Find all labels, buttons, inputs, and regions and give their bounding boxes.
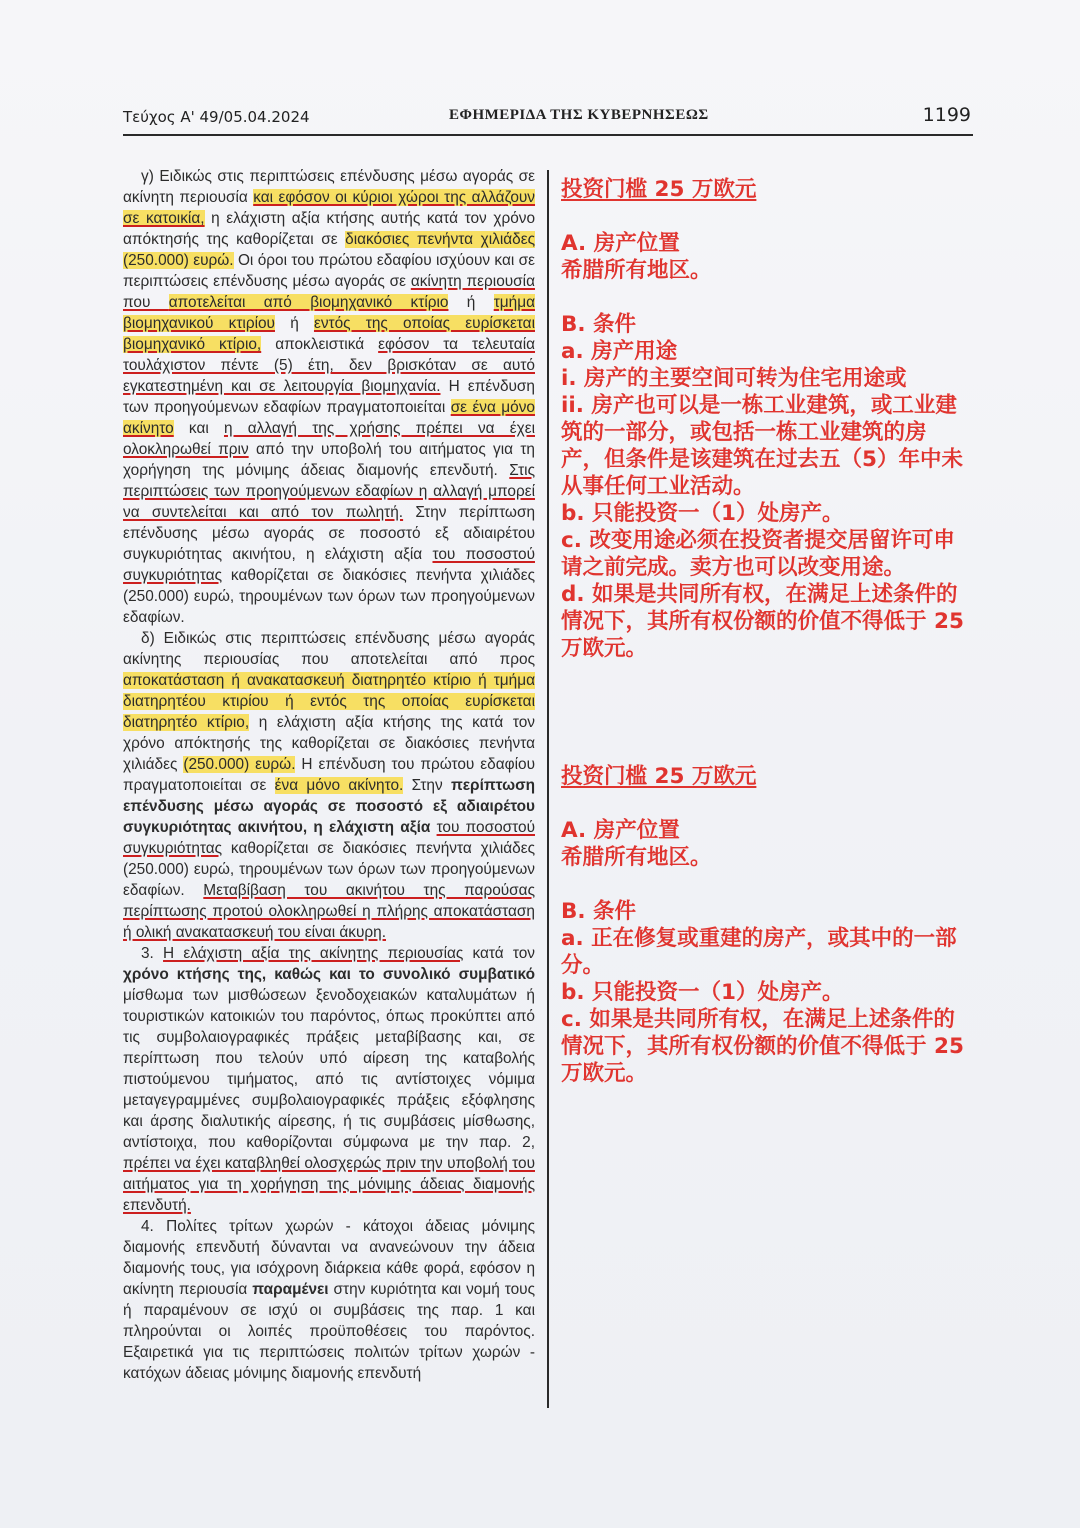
condition-a: a. 正在修复或重建的房产，或其中的一部分。 [561,926,957,978]
notes-title: 投资门槛 25 万欧元 [561,764,757,789]
condition-b: b. 只能投资一（1）处房产。 [561,980,844,1005]
paragraph-3 [123,943,535,1216]
paragraph-gamma [123,166,535,628]
underlined-text: Η ελάχιστη αξία της ακίνητης περιουσίας [163,945,464,962]
highlighted-text: εντός της οποίας ευρίσκεται βιομηχανικό κτίριο, [123,315,535,353]
underlined-text: ακίνητη περιουσία που [123,273,535,311]
highlighted-text: διακόσιες πενήντα χιλιάδες (250.000) ευρώ. [123,231,535,269]
highlighted-text: αποκατάσταση ή ανακατασκευή διατηρητέο κτίριο ή τμήμα διατηρητέου κτιρίου ή εντός της οποίας ευρίσκεται διατηρητέο κτίριο, [123,672,535,731]
spacer [561,790,966,817]
spacer [561,284,966,311]
text-run: Η επένδυση του πρώτου εδαφίου πραγματοποιείται σε [123,756,535,794]
condition-ii: ii. 房产也可以是一栋工业建筑，或工业建筑的一部分，或包括一栋工业建筑的房产，但条件是该建筑在过去五（5）年中未从事任何工业活动。 [561,393,963,499]
highlighted-text: σε ένα μόνο ακίνητο [123,399,535,437]
underlined-text: η αλλαγή της χρήσης πρέπει να έχει ολοκληρωθεί πριν [123,420,535,458]
underlined-text: του ποσοστού συγκυριότητας [123,819,535,857]
text-run: μίσθωμα των μισθώσεων ξενοδοχειακών καταλυμάτων ή τουριστικών κατοικιών του παρόντος, όπως προκύπτει από τις συμβολαιογραφικές πράξεις μεταβίβασης και, σε περίπτωση που τελούν υπό αίρεση της καταβολής πιστούμενου τιμήματος, από τις αντίστοιχες νόμιμα μεταγεγραμμένες συμβολαιογραφικές πράξεις εξόφλησης και άρσης διαλυτικής αίρεσης, ή τις συμβάσεις μίσθωσης, αντίστοιχα, που καθορίζονται σύμφωνα με την παρ. 2, [123,987,535,1151]
condition-c: c. 如果是共同所有权，在满足上述条件的情况下，其所有权份额的价值不得低于 25 万欧元。 [561,1007,964,1086]
location-text: 希腊所有地区。 [561,845,712,870]
spacer [561,871,966,898]
text-run: Οι όροι του πρώτου εδαφίου ισχύουν και σε περιπτώσεις επένδυσης μέσω αγοράς σε [123,252,535,290]
greek-law-text [123,166,535,1384]
text-run: κατά τον [463,945,535,962]
text-run: ή [448,294,494,311]
issue-label: Τεύχος Α' 49/05.04.2024 [123,108,310,126]
text-run: 3. [141,945,164,962]
text-run: καθορίζεται σε διακόσιες πενήντα χιλιάδες (250.000) ευρώ, τηρουμένων των όρων των προηγούμενων εδαφίων. [123,840,535,899]
underlined-text: Μεταβίβαση του ακινήτου της παρούσας περίπτωσης προτού ολοκληρωθεί η πλήρης αποκατάσταση ή ολική ανακατασκευή του είναι άκυρη. [123,882,535,941]
conditions-heading: B. 条件 [561,312,637,337]
text-run: καθορίζεται σε διακόσιες πενήντα χιλιάδες (250.000) ευρώ, τηρουμένων των όρων των προηγούμενων εδαφίων. [123,567,535,626]
location-text: 希腊所有地区。 [561,258,712,283]
usage-heading: a. 房产用途 [561,339,678,364]
page-header [123,104,973,136]
text-run: γ) Ειδικώς στις περιπτώσεις επένδυσης μέσω αγοράς σε ακίνητη περιουσία [123,168,535,206]
text-run: 4. Πολίτες τρίτων χωρών - κάτοχοι άδειας μόνιμης διαμονής επενδυτή δύνανται να ανανεώνουν την άδεια διαμονής τους, για ισόχρονη διάρκεια κάθε φορά, εφόσον η ακίνητη περιουσία [123,1218,535,1298]
page-number: 1199 [922,104,971,126]
underlined-text: εφόσον τα τελευταία τουλάχιστον πέντε (5) έτη, δεν βρισκόταν σε αυτό εγκατεστημένη και σε λειτουργία βιομηχανία. [123,336,536,395]
gazette-title: ΕΦΗΜΕΡΙΔΑ ΤΗΣ ΚΥΒΕΡΝΗΣΕΩΣ [449,107,709,123]
highlighted-text: τμήμα βιομηχανικού κτιρίου [123,294,535,332]
text-run: Η επένδυση των προηγούμενων εδαφίων πραγματοποιείται [123,378,535,416]
spacer [561,203,966,230]
text-run: Στην περίπτωση επένδυσης μέσω αγοράς σε ποσοστό εξ αδιαιρέτου συγκυριότητας ακινήτου, η ελάχιστη αξία [123,504,536,563]
conditions-heading: B. 条件 [561,899,637,924]
bold-text: χρόνο κτήσης της, καθώς και το συνολικό συμβατικό [123,966,535,983]
condition-i: i. 房产的主要空间可转为住宅用途或 [561,366,907,391]
chinese-notes-bottom [561,763,966,1087]
bold-text: παραμένει [252,1281,329,1298]
chinese-notes-top [561,176,966,662]
underlined-text: πρέπει να έχει καταβληθεί ολοσχερώς πριν την υποβολή του αιτήματος για τη χορήγηση της μόνιμης άδειας διαμονής επενδυτή. [123,1155,535,1214]
highlighted-text: (250.000) ευρώ. [183,756,296,773]
text-run: στην κυριότητα και νομή τους ή παραμένουν σε ισχύ οι συμβάσεις της παρ. 1 και πληρούνται οι λοιπές προϋποθέσεις του παρόντος. Εξαιρετικά για τις περιπτώσεις πολιτών τρίτων χωρών - κατόχων άδειας μόνιμης διαμονής επενδυτή [123,1281,535,1382]
text-run: από την υποβολή του αιτήματος για τη χορήγηση της μόνιμης άδειας διαμονής επενδυτή. [123,441,535,479]
highlighted-text: και εφόσον οι κύριοι χώροι της αλλάζουν σε κατοικία, [123,189,536,227]
text-run: Στην [403,777,451,794]
highlighted-text: ένα μόνο ακίνητο. [274,777,404,794]
text-run: δ) Ειδικώς στις περιπτώσεις επένδυσης μέσω αγοράς ακίνητης περιουσίας που αποτελείται από προς [123,630,535,668]
condition-c: c. 改变用途必须在投资者提交居留许可申请之前完成。卖方也可以改变用途。 [561,528,955,580]
condition-d: d. 如果是共同所有权，在满足上述条件的情况下，其所有权份额的价值不得低于 25 万欧元。 [561,582,964,661]
notes-title: 投资门槛 25 万欧元 [561,177,757,202]
bold-text: περίπτωση επένδυσης μέσω αγοράς σε ποσοστό εξ αδιαιρέτου συγκυριότητας ακινήτου, η ελάχιστη αξία [123,777,536,836]
text-run: η ελάχιστη αξία κτήσης της κατά τον χρόνο απόκτησής της καθορίζεται σε διακόσιες πενήντα χιλιάδες [123,714,535,773]
condition-b: b. 只能投资一（1）处房产。 [561,501,844,526]
location-heading: A. 房产位置 [561,818,680,843]
text-run: ή [274,315,314,332]
location-heading: A. 房产位置 [561,231,680,256]
underlined-text: Στις περιπτώσεις των προηγούμενων εδαφίων η αλλαγή μπορεί να συντελείται και από τον πωλητή. [123,462,535,521]
text-run: και [173,420,224,437]
paragraph-4 [123,1216,535,1384]
text-run: η ελάχιστη αξία κτήσης αυτής κατά τον χρόνο απόκτησής της καθορίζεται σε [123,210,536,248]
highlighted-text: αποτελείται από βιομηχανικό κτίριο [168,294,449,311]
text-run: αποκλειστικά [261,336,379,353]
column-divider [547,170,549,1408]
paragraph-delta [123,628,535,943]
underlined-text: του ποσοστού συγκυριότητας [123,546,535,584]
